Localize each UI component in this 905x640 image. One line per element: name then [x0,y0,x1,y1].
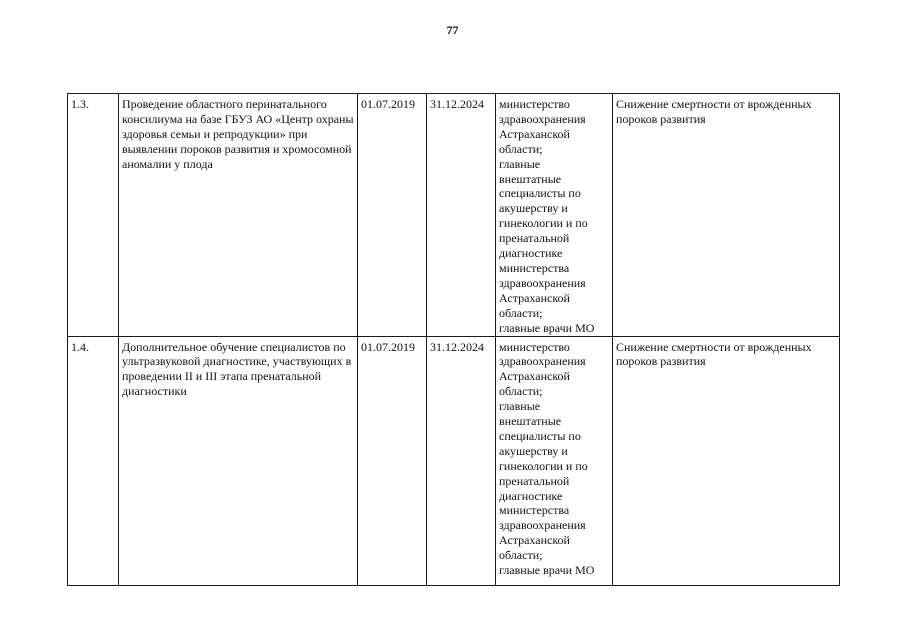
event-description: Проведение областного перинатального консилиума на базе ГБУЗ АО «Центр охраны здоровья семьи и репродукции» при выявлении пороков развития и хромосомной аномалии у плода [119,94,358,337]
item-number: 1.3. [68,94,119,337]
responsible-line: министерства [499,260,570,275]
responsible-line: внештатные [499,171,562,186]
start-date: 01.07.2019 [358,336,427,585]
responsible-line: гинекологии и по [499,458,588,473]
responsible-line: главные [499,156,541,171]
item-number: 1.4. [68,336,119,585]
responsible-line: Астраханской [499,369,570,384]
responsible-line: акушерству и [499,443,568,458]
responsible-line: внештатные [499,414,562,429]
responsible-line: Астраханской [499,126,570,141]
responsible-line: специалисты по [499,428,581,443]
responsible-line: диагностике [499,246,563,261]
responsible-line: специалисты по [499,186,581,201]
end-date: 31.12.2024 [427,94,496,337]
responsible-line: гинекологии и по [499,216,588,231]
responsible-line: пренатальной [499,473,570,488]
responsible-line: области; [499,384,543,399]
responsible-line: здравоохранения [499,518,586,533]
responsible-line: Астраханской [499,290,570,305]
responsible-line: здравоохранения [499,354,586,369]
responsible-line: акушерству и [499,201,568,216]
responsible-executors [496,336,613,585]
responsible-line: главные врачи МО [499,320,595,335]
responsible-line: диагностике [499,488,563,503]
responsible-line: министерства [499,503,570,518]
responsible-line: главные [499,399,541,414]
end-date: 31.12.2024 [427,336,496,585]
start-date: 01.07.2019 [358,94,427,337]
responsible-line: главные врачи МО [499,563,595,578]
responsible-line: области; [499,548,543,563]
responsible-line: министерство [499,97,570,111]
responsible-line: здравоохранения [499,111,586,126]
table-row [68,94,840,337]
responsible-line: министерство [499,339,570,354]
event-description: Дополнительное обучение специалистов по ультразвуковой диагностике, участвующих в проведении II и III этапа пренатальной диагностики [119,336,358,585]
responsible-line: области; [499,141,543,156]
plan-table [67,93,840,586]
responsible-line: области; [499,305,543,320]
responsible-line: Астраханской [499,533,570,548]
responsible-line: здравоохранения [499,275,586,290]
expected-result: Снижение смертности от врожденных пороков развития [613,94,840,337]
page-number: 77 [446,23,459,37]
expected-result: Снижение смертности от врожденных пороков развития [613,336,840,585]
responsible-line: пренатальной [499,231,570,246]
responsible-executors [496,94,613,337]
table-row [68,336,840,585]
